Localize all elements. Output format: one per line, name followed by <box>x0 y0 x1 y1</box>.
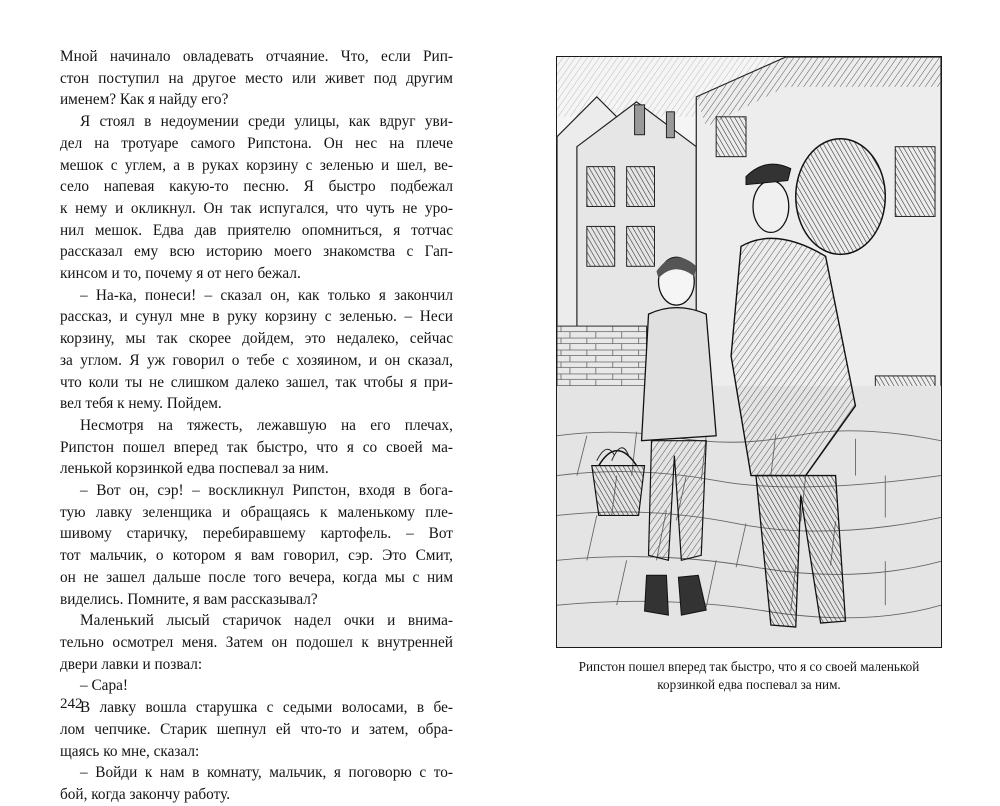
text-paragraph <box>60 762 453 805</box>
text-line: кинсом и то, почему я от него бежал. <box>60 265 301 283</box>
text-paragraph <box>60 480 453 610</box>
text-line: вел тебя к нему. Пойдем. <box>60 395 222 413</box>
text-line: рассказ, и сунул мне в руку корзину с зеленью. – Неси <box>60 308 453 326</box>
text-line: ленькой корзинкой едва поспевал за ним. <box>60 460 329 478</box>
text-line: В лавку вошла старушка с седыми волосами, в бе- <box>80 699 453 717</box>
text-line: мешок с углем, а в руках корзину с зеленью и шел, ве- <box>60 156 453 174</box>
text-paragraph <box>60 415 453 480</box>
left-page <box>60 46 453 803</box>
text-line: бой, когда закончу работу. <box>60 785 231 803</box>
page-number: 242 <box>60 696 83 712</box>
illustration-boy-and-rippston-icon <box>557 57 941 647</box>
text-line: к нему и окликнул. Он так испугался, что чуть не уро- <box>60 199 453 217</box>
text-paragraph <box>60 675 453 697</box>
text-line: шивому старичку, перебиравшему картофель. – Вот <box>60 525 453 543</box>
caption-line: Рипстон пошел вперед так быстро, что я со своей маленькой <box>578 659 920 674</box>
text-paragraph <box>60 46 453 111</box>
text-line: за углом. Я уж говорил о тебе с хозяином, и он сказал, <box>60 351 453 369</box>
text-line: лом чепчике. Старик шепнул ей что-то и затем, обра- <box>60 720 453 738</box>
text-line: Рипстон пошел вперед так быстро, что я со своей ма- <box>60 438 453 456</box>
text-line: Я стоял в недоумении среди улицы, как вдруг уви- <box>80 113 453 131</box>
text-line: Маленький лысый старичок надел очки и внима- <box>80 612 453 630</box>
caption-line: корзинкой едва поспевал за ним. <box>657 677 841 692</box>
text-line: Мной начинало овладевать отчаяние. Что, если Рип- <box>60 48 453 65</box>
text-line: тот мальчик, о котором я вам говорил, сэр. Это Смит, <box>60 547 453 565</box>
text-line: что коли ты не слишком далеко зашел, так чтобы я при- <box>60 373 453 391</box>
body-text <box>60 46 453 806</box>
text-line: виделись. Помните, я вам рассказывал? <box>60 590 318 608</box>
text-line: тую лавку зеленщика и обращаясь к маленькому пле- <box>60 503 453 521</box>
text-paragraph <box>60 697 453 762</box>
text-paragraph <box>60 285 453 415</box>
text-line: стон поступил на другое место или живет под другим <box>60 69 453 87</box>
text-line: двери лавки и позвал: <box>60 655 203 673</box>
text-line: село напевая какую-то песню. Я быстро подбежал <box>60 178 453 196</box>
illustration-caption <box>556 658 942 694</box>
text-line: Несмотря на тяжесть, лежавшую на его плечах, <box>80 416 453 434</box>
text-line: нил мешок. Едва дав приятелю опомниться, я тотчас <box>60 221 453 239</box>
text-line: щаясь ко мне, сказал: <box>60 742 200 760</box>
text-line: дел на тротуаре самого Рипстона. Он нес на плече <box>60 134 453 152</box>
text-line: он не зашел дальше после того вечера, когда мы с ним <box>60 568 453 586</box>
text-line: тельно осмотрел меня. Затем он подошел к внутренней <box>60 633 453 651</box>
text-line: корзину, мы так скорее дойдем, это недалеко, сейчас <box>60 330 453 348</box>
text-line: рассказал ему всю историю моего знакомства с Гап- <box>60 243 453 261</box>
text-paragraph <box>60 610 453 675</box>
text-line: – На-ка, понеси! – сказал он, как только я закончил <box>80 286 453 304</box>
text-line: именем? Как я найду его? <box>60 91 229 109</box>
text-paragraph <box>60 111 453 285</box>
text-line: – Сара! <box>80 677 128 695</box>
text-line: – Вот он, сэр! – воскликнул Рипстон, входя в бога- <box>80 482 453 500</box>
text-line: – Войди к нам в комнату, мальчик, я поговорю с то- <box>80 764 453 782</box>
illustration <box>556 56 942 648</box>
